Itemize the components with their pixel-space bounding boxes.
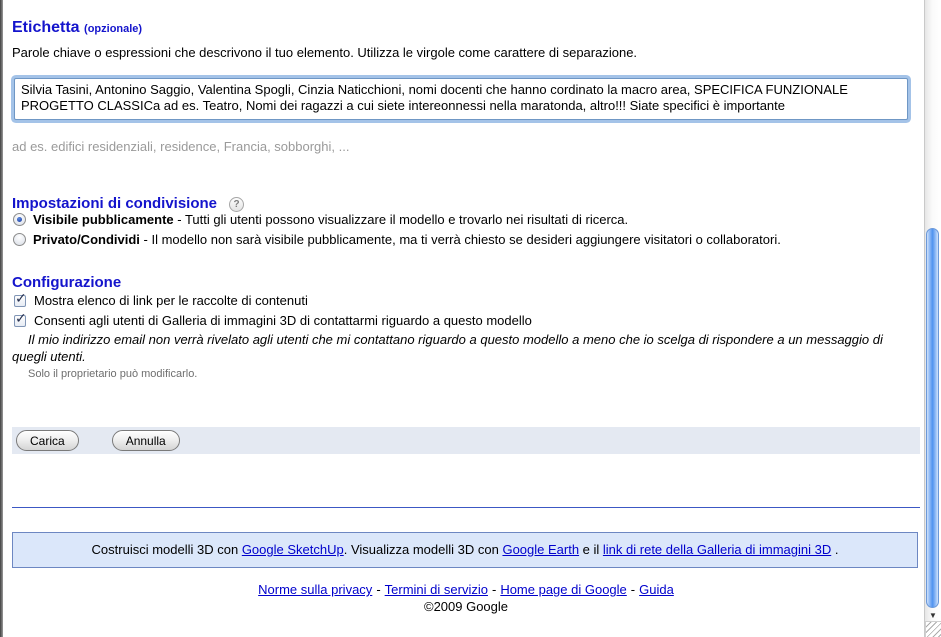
checkbox-show-links[interactable] xyxy=(14,290,27,307)
radio-row-public xyxy=(12,212,628,228)
promo-text-3: e il xyxy=(579,542,603,557)
radio-public-desc: - Tutti gli utenti possono visualizzare il modello e trovarlo nei risultati di ricerca. xyxy=(173,212,629,227)
footer-separator: - xyxy=(630,582,636,597)
checkmark-icon: ✓ xyxy=(15,310,27,326)
footer-separator: - xyxy=(491,582,497,597)
resize-grip-icon[interactable] xyxy=(925,621,941,637)
radio-public[interactable] xyxy=(13,213,26,226)
promo-text-4: . xyxy=(831,542,839,557)
action-button-bar xyxy=(12,427,920,454)
upload-button[interactable]: Carica xyxy=(16,430,79,451)
radio-private-label: Privato/Condividi xyxy=(33,232,140,247)
tags-description: Parole chiave o espressioni che descrivono il tuo elemento. Utilizza le virgole come carattere di separazione. xyxy=(12,45,638,60)
copyright: ©2009 Google xyxy=(423,599,509,614)
radio-public-label: Visibile pubblicamente xyxy=(33,212,174,227)
network-link[interactable]: link di rete della Galleria di immagini 3D xyxy=(602,542,832,557)
vertical-scrollbar[interactable] xyxy=(924,0,941,637)
checkbox-row-links xyxy=(12,290,308,309)
help-link[interactable]: Guida xyxy=(639,582,674,597)
checkbox-allow-contact-label: Consenti agli utenti di Galleria di immagini 3D di contattarmi riguardo a questo modello xyxy=(34,313,532,328)
promo-text-2: . Visualizza modelli 3D con xyxy=(343,542,503,557)
config-section-title: Configurazione xyxy=(12,274,122,292)
tags-input[interactable] xyxy=(14,78,908,120)
window-edge xyxy=(0,0,3,637)
scrollbar-thumb[interactable] xyxy=(926,228,939,608)
page-title xyxy=(12,19,142,37)
google-earth-link[interactable]: Google Earth xyxy=(502,542,580,557)
footer-links xyxy=(0,582,932,597)
tags-hint: ad es. edifici residenziali, residence, Francia, sobborghi, ... xyxy=(12,139,350,154)
footer-separator: - xyxy=(376,582,381,597)
sketchup-link[interactable]: Google SketchUp xyxy=(241,542,344,557)
section-divider xyxy=(12,507,920,508)
radio-private-text xyxy=(33,232,781,248)
sharing-title-text: Impostazioni di condivisione xyxy=(12,195,218,213)
checkbox-row-contact xyxy=(12,310,532,329)
privacy-link[interactable]: Norme sulla privacy xyxy=(258,582,373,597)
radio-row-private xyxy=(12,232,781,248)
cancel-button[interactable]: Annulla xyxy=(112,430,180,451)
help-icon[interactable]: ? xyxy=(229,197,244,212)
owner-note: Solo il proprietario può modificarlo. xyxy=(28,368,198,380)
page-title-suffix: (opzionale) xyxy=(84,22,143,35)
promo-bar xyxy=(12,532,918,568)
scroll-down-icon[interactable]: ▼ xyxy=(929,611,937,620)
page-title-text: Etichetta xyxy=(12,18,80,36)
radio-private-desc: - Il modello non sarà visibile pubblicamente, ma ti verrà chiesto se desideri aggiungere visitatori o collaboratori. xyxy=(139,232,781,247)
checkmark-icon: ✓ xyxy=(15,290,27,306)
promo-text-1: Costruisci modelli 3D con xyxy=(91,542,242,557)
checkbox-show-links-label: Mostra elenco di link per le raccolte di contenuti xyxy=(34,293,308,308)
terms-link[interactable]: Termini di servizio xyxy=(384,582,488,597)
checkbox-allow-contact[interactable] xyxy=(14,310,27,327)
google-home-link[interactable]: Home page di Google xyxy=(500,582,627,597)
email-privacy-note: Il mio indirizzo email non verrà rivelato agli utenti che mi contattano riguardo a questo modello a meno che io scelga di rispondere a un messaggio di quegli utenti. xyxy=(12,332,883,364)
radio-public-text xyxy=(33,212,628,228)
sharing-section-title xyxy=(12,195,244,212)
radio-private[interactable] xyxy=(13,233,26,246)
